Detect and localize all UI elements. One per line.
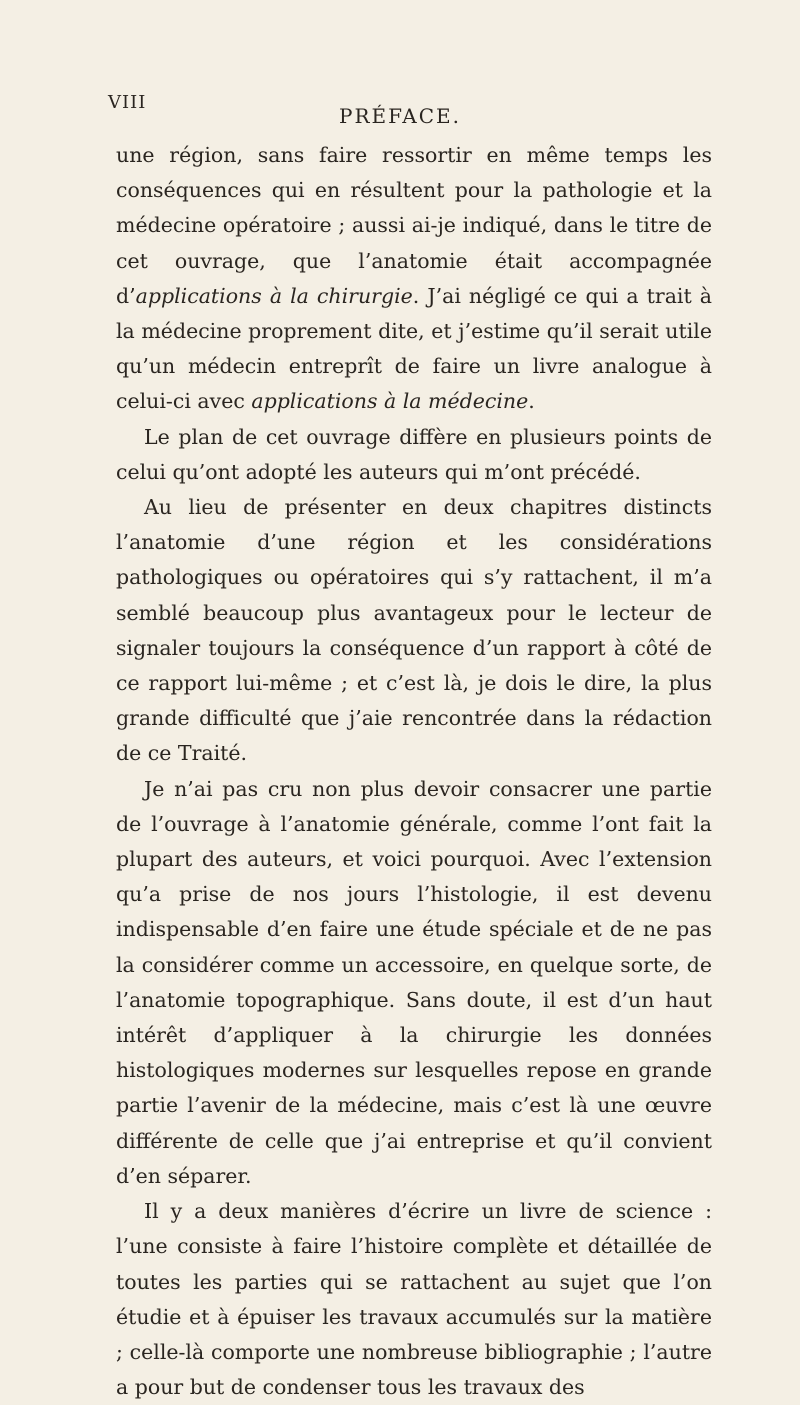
page-number: VIII (108, 92, 147, 113)
italic-title: applications à la chirurgie (135, 283, 413, 308)
text-run: . (528, 389, 535, 414)
text-run: une région, sans faire ressortir en même temps les conséquences qui en résultent pour la pathologie et la médecine opératoire ; aussi ai-je indiqué, dans le titre de cet ouvrage, que l’anatomie était accompagnée d’ (116, 143, 712, 308)
paragraph-2: Le plan de cet ouvrage diffère en plusieurs points de celui qu’ont adopté les auteurs qui m’ont précédé. (116, 424, 712, 484)
body-text (116, 138, 712, 1405)
paragraph-1 (116, 138, 712, 420)
italic-title: applications à la médecine (251, 389, 529, 414)
paragraph-3: Au lieu de présenter en deux chapitres distincts l’anatomie d’une région et les considérations pathologiques ou opératoires qui s’y rattachent, il m’a semblé beaucoup plus avantageux pour le lecteur de signaler toujours la conséquence d’un rapport à côté de ce rapport lui-même ; et c’est là, je dois le dire, la plus grande difficulté que j’aie rencontrée dans la rédaction de ce Traité. (116, 495, 712, 766)
paragraph-5: Il y a deux manières d’écrire un livre de science : l’une consiste à faire l’histoire complète et détaillée de toutes les parties qui se rattachent au sujet que l’on étudie et à épuiser les travaux accumulés sur la matière ; celle-là comporte une nombreuse bibliographie ; l’autre a pour but de condenser tous les travaux des (116, 1199, 712, 1400)
running-title: PRÉFACE. (339, 104, 461, 128)
paragraph-4: Je n’ai pas cru non plus devoir consacrer une partie de l’ouvrage à l’anatomie générale, comme l’ont fait la plupart des auteurs, et voici pourquoi. Avec l’extension qu’a prise de nos jours l’histologie, il est devenu indispensable d’en faire une étude spéciale et de ne pas la considérer comme un accessoire, en quelque sorte, de l’anatomie topographique. Sans doute, il est d’un haut intérêt d’appliquer à la chirurgie les données histologiques modernes sur lesquelles repose en grande partie l’avenir de la médecine, mais c’est là une œuvre différente de celle que j’ai entreprise et qu’il convient d’en séparer. (116, 776, 712, 1188)
text-run: . J’ai négligé ce qui a trait à la médecine proprement dite, et j’estime qu’il serait utile qu’un médecin entreprît de faire un livre analogue à celui-ci avec (116, 283, 712, 414)
